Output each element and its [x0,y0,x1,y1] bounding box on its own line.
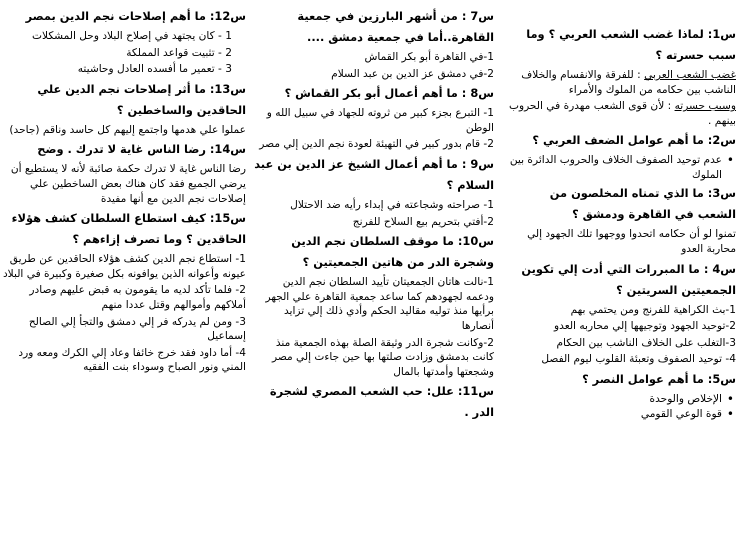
answer-7-line-1: 1-في القاهرة أبو بكر القماش [364,51,494,63]
answer-4-line-3: 3-التغلب على الخلاف الناشب بين الحكام [556,336,736,349]
regret-label: وسبب حسرته [674,100,736,113]
answer-3: تمنوا لو أن حكامه اتحدوا ووجهوا تلك الجهود إلي محاربة العدو [527,228,736,255]
answer-10-line-1: 1-نالت هاتان الجمعيتان تأييد السلطان نجم الدين ودعمه لجهودهم كما ساعد جمعية القاهرة علي الجهر برأيها منذ توليه مقاليد الحكم وأدي ذلك إلي تزايد أنصارها [265,276,494,332]
answer-8-line-1: 1- التبرع بجزء كبير من ثروته للجهاد في سبيل الله و الوطن [266,107,494,134]
answer-15-line-3: 3- ومن لم يدركه فر إلي دمشق والتجأ إلي الصالح إسماعيل [28,315,246,343]
answer-13: عملوا علي هدمها واجتمع إليهم كل حاسد وناقم (جاحد) [9,123,246,136]
question-12: س12: ما أهم إصلاحات نجم الدين بمصر [25,9,246,23]
question-14: س14: رضا الناس غاية لا تدرك . وضح [37,142,246,157]
question-1: س1: لماذا غضب الشعب العربي ؟ وما سبب حسرته ؟ [526,27,736,62]
middle-column [254,6,494,425]
answer-1 [508,68,736,97]
answer-14: رضا الناس غاية لا تدرك حكمة صائبة لأنه لا يستطيع أن يرضي الجميع فقد كان هناك بعض الساخطين علي إصلاحات نجم الدين مع أنها مفيدة [10,163,246,205]
list-item: • قوة الوعي القومي [508,407,722,422]
question-2: س2: ما أهم عوامل الضعف العربي ؟ [532,133,736,148]
question-11: س11: علل: حب الشعب المصري لشجرة الدر . [269,384,494,420]
question-5: س5: ما أهم عوامل النصر ؟ [582,371,736,386]
answer-12-line-3: 3 - تعمير ما أفسده العادل وحاشيته [77,63,232,76]
answer-12-line-2: 2 - تثبيت قواعد المملكة [126,46,232,59]
anger-label: غضب الشعب العربي [644,69,736,81]
question-7: س7 : من أشهر البارزين في جمعية القاهرة..أما في جمعية دمشق .... [297,9,494,44]
answer-4-line-4: 4- توحيد الصفوف وتعبئة القلوب ليوم الفصل [541,353,736,366]
left-column [2,6,246,377]
regret-text: : لأن قوى الشعب مهدرة في الحروب بينهم . [509,100,736,127]
answer-1-regret [508,99,736,128]
question-8: س8 : ما أهم أعمال أبو بكر القماش ؟ [284,86,494,101]
question-15: س15: كيف استطاع السلطان كشف هؤلاء الحاقدين ؟ وما تصرف إزاءهم ؟ [11,211,246,247]
answer-4-line-1: 1-بث الكراهية للفرنج ومن يحتمي بهم [570,303,736,316]
answer-10-line-2: 2-وكانت شجرة الدر وثيقة الصلة بهذه الجمعية منذ كانت بدمشق وزادت صلتها بها حين جاءت إلي مصر وشجعتها وأمدتها بالمال [271,336,494,378]
right-column [508,24,736,422]
answer-15-line-1: 1- استطاع نجم الدين كشف هؤلاء الحاقدين عن طريق عيونه وأعوانه الذين يوافونه بكل صغيرة وكبيرة في البلاد [2,253,246,280]
list-item: • عدم توحيد الصفوف الخلاف والحروب الدائرة بين الملوك [508,153,722,183]
answer-4-line-2: 2-توحيد الجهود وتوجيهها إلي محاربه العدو [554,320,736,333]
question-4: س4 : ما المبررات التي أدت إلي تكوين الجمعيتين السريتين ؟ [521,261,736,297]
answer-5-list [508,392,736,422]
question-9: س9 : ما أهم أعمال الشيخ عز الدين بن عبد السلام ؟ [254,156,494,192]
answer-2-list [508,153,736,183]
answer-7-line-2: 2-في دمشق عز الدين بن عبد السلام [331,67,494,80]
question-10: س10: ما موقف السلطان نجم الدين وشجرة الدر من هاتين الجمعيتين ؟ [291,234,494,270]
answer-9-line-1: 1- صراحته وشجاعته في إبداء رأيه ضد الاحتلال [290,198,494,211]
question-3: س3: ما الذي تمناه المخلصون من الشعب في القاهرة ودمشق ؟ [549,186,736,222]
list-item: • الإخلاص والوحدة [508,392,722,407]
anger-text: : للفرقة والانقسام والخلاف الناشب بين حكامه من الملوك والأمراء [521,69,736,96]
answer-8-line-2: 2- قام بدور كبير في التهيئة لعودة نجم الدين إلي مصر [259,138,494,151]
answer-15-line-4: 4- أما داود فقد خرج خائفا وعاد إلي الكرك ومعه ورد المني ونور الصباح وسوداء بنت الفقيه [18,346,246,374]
answer-12-line-1: 1 - كان يجتهد في إصلاح البلاد وحل المشكلات [32,30,232,42]
answer-15-line-2: 2- فلما تأكد لديه ما يقومون به قبض عليهم وصادر أملاكهم وأموالهم وقتل عددا منهم [29,284,246,311]
question-13: س13: ما أثر إصلاحات نجم الدين علي الحاقدين والساخطين ؟ [37,81,246,117]
answer-9-line-2: 2-أفتي بتحريم بيع السلاح للفرنج [352,215,494,228]
